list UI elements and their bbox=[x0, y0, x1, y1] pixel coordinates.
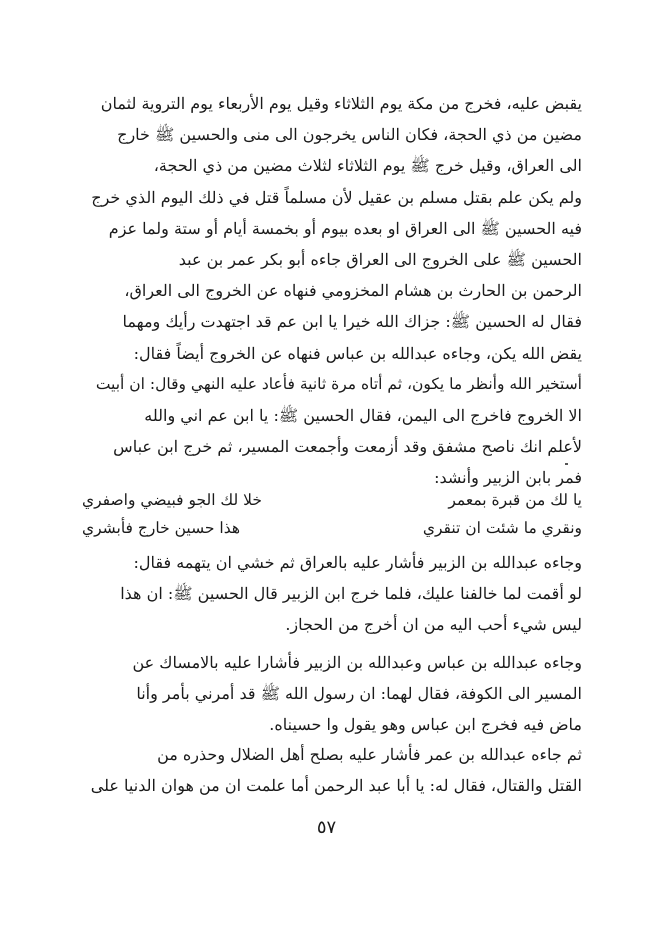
text-line: القتل والقتال، فقال له: يا أبا عبد الرحمن أما علمت ان من هوان الدنيا على bbox=[90, 776, 582, 796]
text-line: فمر بابن الزبير وأنشد: bbox=[434, 468, 582, 488]
stray-ink-mark bbox=[565, 463, 568, 465]
text-line: يقض الله يكن، وجاءه عبدالله بن عباس فنهاه عن الخروج أيضاً فقال: bbox=[133, 343, 582, 363]
paragraph-4 bbox=[82, 739, 582, 801]
text-line: الرحمن بن الحارث بن هشام المخزومي فنهاه عن الخروج الى العراق، bbox=[124, 281, 582, 301]
poem-second-hemistich: خلا لك الجو فبيضي واصفري bbox=[82, 491, 262, 509]
text-line: ماض فيه فخرج ابن عباس وهو يقول وا حسيناه. bbox=[269, 715, 582, 735]
text-line: ثم جاءه عبدالله بن عمر فأشار عليه بصلح أهل الضلال وحذره من bbox=[157, 745, 582, 764]
paragraph-1 bbox=[82, 88, 582, 493]
text-line: الحسين ﷺ على الخروج الى العراق جاءه أبو بكر عمر بن عبد bbox=[178, 249, 582, 269]
text-line: فقال له الحسين ﷺ: جزاك الله خيرا يا ابن عم قد اجتهدت رأيك ومهما bbox=[122, 312, 582, 332]
poem-first-hemistich: يا لك من قبرة بمعمر bbox=[448, 491, 582, 509]
text-line: المسير الى الكوفة، فقال لهما: ان رسول الله ﷺ قد أمرني بأمر وأنا bbox=[136, 684, 582, 704]
paragraph-3 bbox=[82, 647, 582, 741]
paragraph-2 bbox=[82, 547, 582, 641]
text-line: الى العراق، وقيل خرج ﷺ يوم الثلاثاء لثلاث مضين من ذي الحجة، bbox=[153, 156, 582, 176]
poem-verse bbox=[82, 513, 582, 543]
text-line: مضين من ذي الحجة، فكان الناس يخرجون الى منى والحسين ﷺ خارج bbox=[117, 125, 582, 145]
text-line: ليس شيء أحب اليه من ان أخرج من الحجاز. bbox=[285, 615, 582, 635]
poem-second-hemistich: هذا حسين خارج فأبشري bbox=[82, 519, 241, 537]
text-line: الا الخروج فاخرج الى اليمن، فقال الحسين ﷺ: يا ابن عم اني والله bbox=[144, 405, 582, 425]
poem-verse bbox=[82, 485, 582, 515]
text-line: وجاءه عبدالله بن الزبير فأشار عليه بالعراق ثم خشي ان يتهمه فقال: bbox=[133, 553, 582, 572]
text-line: أستخير الله وأنظر ما يكون، ثم أتاه مرة ثانية فأعاد عليه النهي وقال: ان أبيت bbox=[95, 374, 582, 393]
poem-first-hemistich: ونقري ما شئت ان تنقري bbox=[422, 519, 582, 537]
text-line: لأعلم انك ناصح مشفق وقد أزمعت وأجمعت المسير، ثم خرج ابن عباس bbox=[113, 437, 582, 457]
text-line: ولم يكن علم بقتل مسلم بن عقيل لأن مسلماً قتل في ذلك اليوم الذي خرج bbox=[91, 187, 582, 207]
text-line: لو أقمت لما خالفنا عليك، فلما خرج ابن الزبير قال الحسين ﷺ: ان هذا bbox=[120, 584, 582, 604]
text-line: يقبض عليه، فخرج من مكة يوم الثلاثاء وقيل يوم الأربعاء يوم التروية لثمان bbox=[100, 94, 582, 113]
text-line: فيه الحسين ﷺ الى العراق او بعده بيوم أو بخمسة أيام أو ستة ولما عزم bbox=[108, 218, 582, 238]
page-number: ٥٧ bbox=[316, 817, 337, 838]
text-line: وجاءه عبدالله بن عباس وعبدالله بن الزبير فأشارا عليه بالامساك عن bbox=[132, 653, 582, 672]
